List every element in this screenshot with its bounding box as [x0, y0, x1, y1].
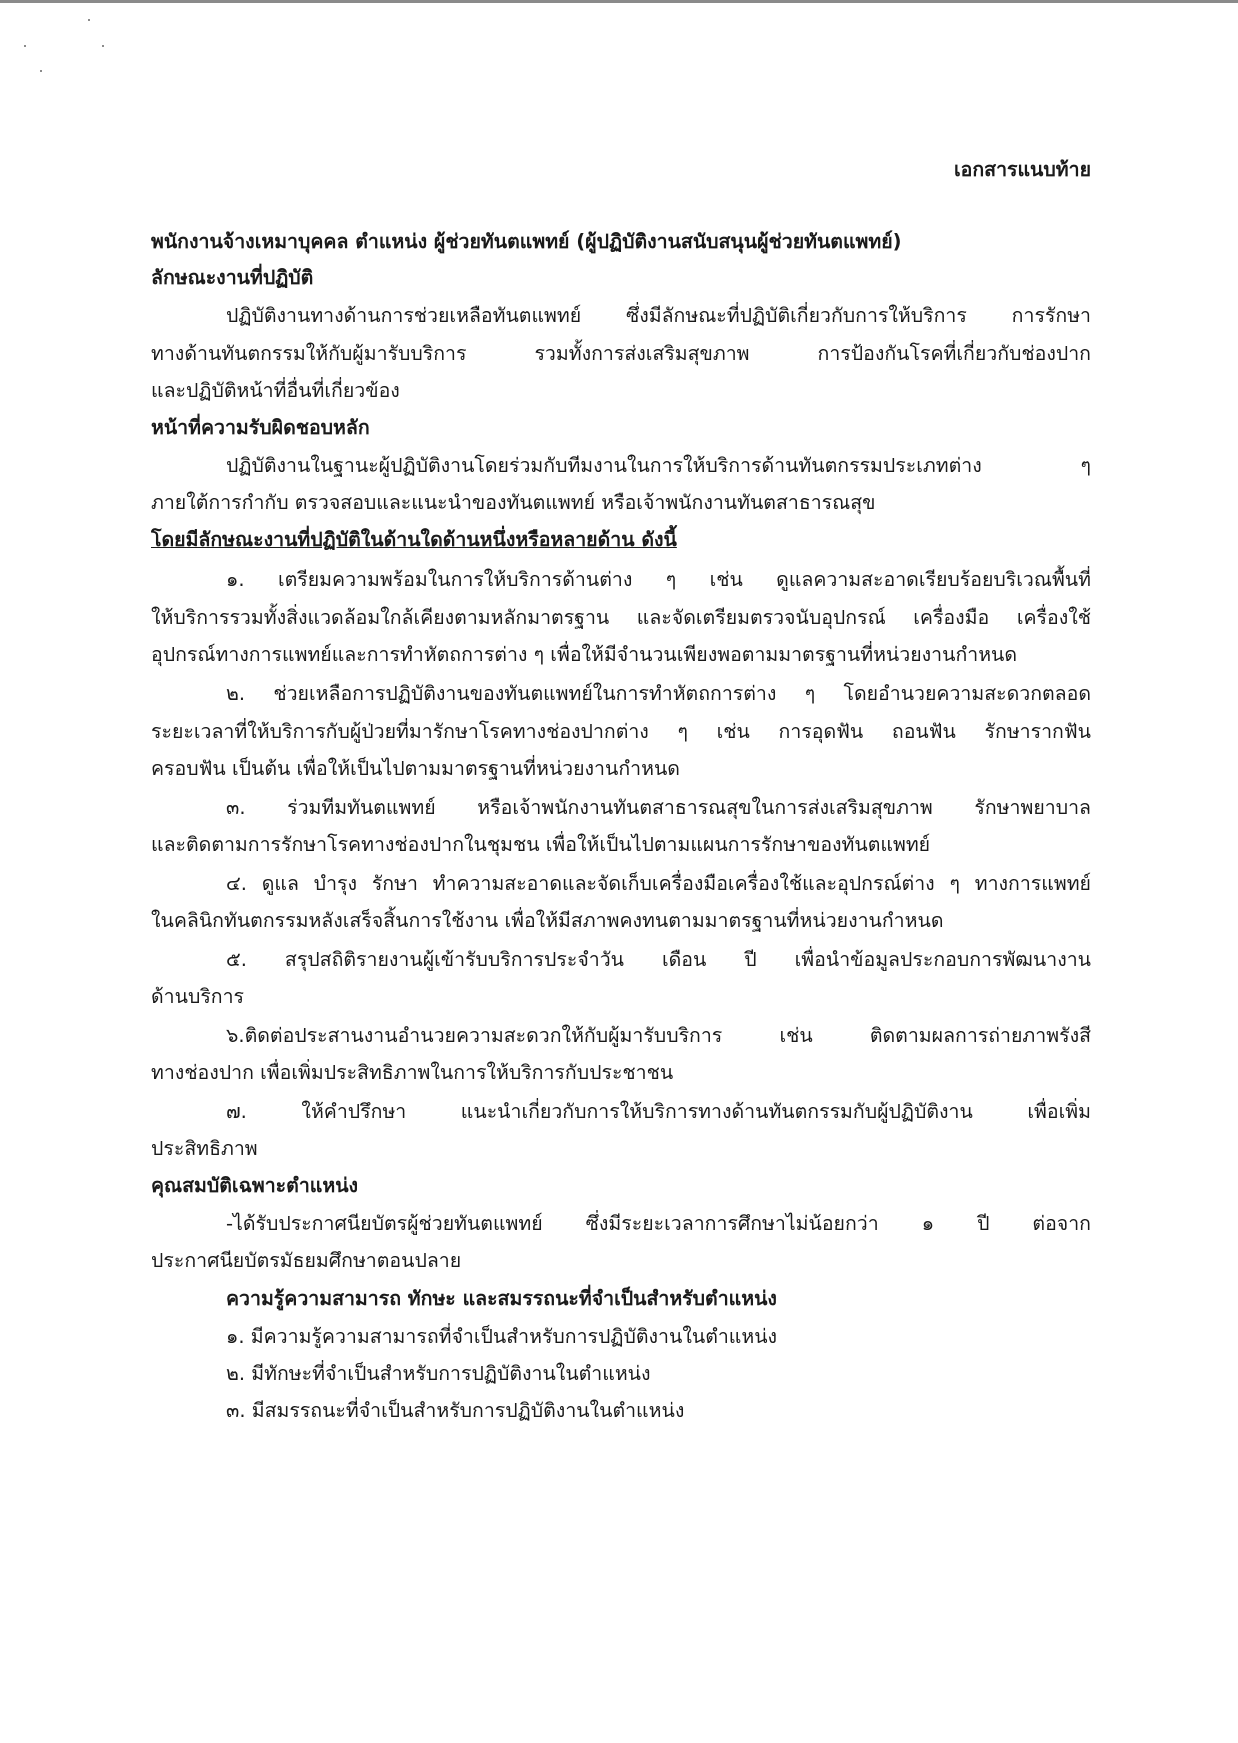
duty-item-1-line: ๑. เตรียมความพร้อมในการให้บริการด้านต่าง ๆ เช่น ดูแลความสะอาดเรียบร้อยบริเวณพื้นที่: [226, 568, 1091, 591]
duty-item-2-line: ระยะเวลาที่ให้บริการกับผู้ป่วยที่มารักษาโรคทางช่องปากต่าง ๆ เช่น การอุดฟัน ถอนฟัน รักษารากฟัน: [151, 720, 1091, 743]
duty-item-1-line: อุปกรณ์ทางการแพทย์และการทำหัตถการต่าง ๆ เพื่อให้มีจำนวนเพียงพอตามมาตรฐานที่หน่วยงานกำหนด: [151, 643, 1018, 666]
position-title: พนักงานจ้างเหมาบุคคล ตำแหน่ง ผู้ช่วยทันตแพทย์ (ผู้ปฏิบัติงานสนับสนุนผู้ช่วยทันตแพทย์): [151, 230, 902, 253]
duty-item-2-line: ๒. ช่วยเหลือการปฏิบัติงานของทันตแพทย์ในการทำหัตถการต่าง ๆ โดยอำนวยความสะดวกตลอด: [226, 682, 1091, 705]
job-nature-line: และปฏิบัติหน้าที่อื่นที่เกี่ยวข้อง: [151, 379, 400, 402]
duty-item-4-line: ในคลินิกทันตกรรมหลังเสร็จสิ้นการใช้งาน เพื่อให้มีสภาพคงทนตามมาตรฐานที่หน่วยงานกำหนด: [151, 909, 944, 932]
duty-item-4-line: ๔. ดูแล บำรุง รักษา ทำความสะอาดและจัดเก็บเครื่องมือเครื่องใช้และอุปกรณ์ต่าง ๆ ทางการแพทย์: [226, 872, 1091, 895]
main-duties-line: ปฏิบัติงานในฐานะผู้ปฏิบัติงานโดยร่วมกับทีมงานในการให้บริการด้านทันตกรรมประเภทต่าง ๆ: [226, 454, 1091, 477]
main-duties-line: ภายใต้การกำกับ ตรวจสอบและแนะนำของทันตแพทย์ หรือเจ้าพนักงานทันตสาธารณสุข: [151, 491, 876, 514]
job-nature-line: ปฏิบัติงานทางด้านการช่วยเหลือทันตแพทย์ ซึ่งมีลักษณะที่ปฏิบัติเกี่ยวกับการให้บริการ การรักษา: [226, 304, 1091, 327]
duties-subheading: โดยมีลักษณะงานที่ปฏิบัติในด้านใดด้านหนึ่งหรือหลายด้าน ดังนี้: [151, 528, 677, 551]
competency-item: ๒. มีทักษะที่จำเป็นสำหรับการปฏิบัติงานในตำแหน่ง: [226, 1362, 651, 1385]
job-nature-heading: ลักษณะงานที่ปฏิบัติ: [151, 266, 314, 289]
job-nature-line: ทางด้านทันตกรรมให้กับผู้มารับบริการ รวมทั้งการส่งเสริมสุขภาพ การป้องกันโรคที่เกี่ยวกับช่องปาก: [151, 342, 1091, 365]
duty-item-2-line: ครอบฟัน เป็นต้น เพื่อให้เป็นไปตามมาตรฐานที่หน่วยงานกำหนด: [151, 757, 680, 780]
competency-item: ๑. มีความรู้ความสามารถที่จำเป็นสำหรับการปฏิบัติงานในตำแหน่ง: [226, 1325, 778, 1348]
duty-item-5-line: ด้านบริการ: [151, 985, 245, 1008]
duty-item-7-line: ๗. ให้คำปรึกษา แนะนำเกี่ยวกับการให้บริการทางด้านทันตกรรมกับผู้ปฏิบัติงาน เพื่อเพิ่ม: [226, 1100, 1091, 1123]
duty-item-5-line: ๕. สรุปสถิติรายงานผู้เข้ารับบริการประจำวัน เดือน ปี เพื่อนำข้อมูลประกอบการพัฒนางาน: [226, 948, 1091, 971]
duty-item-3-line: และติดตามการรักษาโรคทางช่องปากในชุมชน เพื่อให้เป็นไปตามแผนการรักษาของทันตแพทย์: [151, 833, 931, 856]
duty-item-3-line: ๓. ร่วมทีมทันตแพทย์ หรือเจ้าพนักงานทันตสาธารณสุขในการส่งเสริมสุขภาพ รักษาพยาบาล: [226, 796, 1091, 819]
qualification-line: ประกาศนียบัตรมัธยมศึกษาตอนปลาย: [151, 1249, 462, 1272]
qualifications-heading: คุณสมบัติเฉพาะตำแหน่ง: [151, 1174, 359, 1197]
attachment-label: เอกสารแนบท้าย: [953, 158, 1091, 181]
duty-item-7-line: ประสิทธิภาพ: [151, 1137, 258, 1160]
main-duties-heading: หน้าที่ความรับผิดชอบหลัก: [151, 416, 370, 439]
competency-item: ๓. มีสมรรถนะที่จำเป็นสำหรับการปฏิบัติงานในตำแหน่ง: [226, 1399, 685, 1422]
duty-item-6-line: ทางช่องปาก เพื่อเพิ่มประสิทธิภาพในการให้บริการกับประชาชน: [151, 1061, 674, 1084]
duty-item-6-line: ๖.ติดต่อประสานงานอำนวยความสะดวกให้กับผู้มารับบริการ เช่น ติดตามผลการถ่ายภาพรังสี: [226, 1024, 1091, 1047]
qualification-line: -ได้รับประกาศนียบัตรผู้ช่วยทันตแพทย์ ซึ่งมีระยะเวลาการศึกษาไม่น้อยกว่า ๑ ปี ต่อจาก: [226, 1212, 1091, 1235]
competency-heading: ความรู้ความสามารถ ทักษะ และสมรรถนะที่จำเป็นสำหรับตำแหน่ง: [226, 1287, 777, 1310]
duty-item-1-line: ให้บริการรวมทั้งสิ่งแวดล้อมใกล้เคียงตามหลักมาตรฐาน และจัดเตรียมตรวจนับอุปกรณ์ เครื่องมือ เครื่องใช้: [151, 606, 1091, 629]
